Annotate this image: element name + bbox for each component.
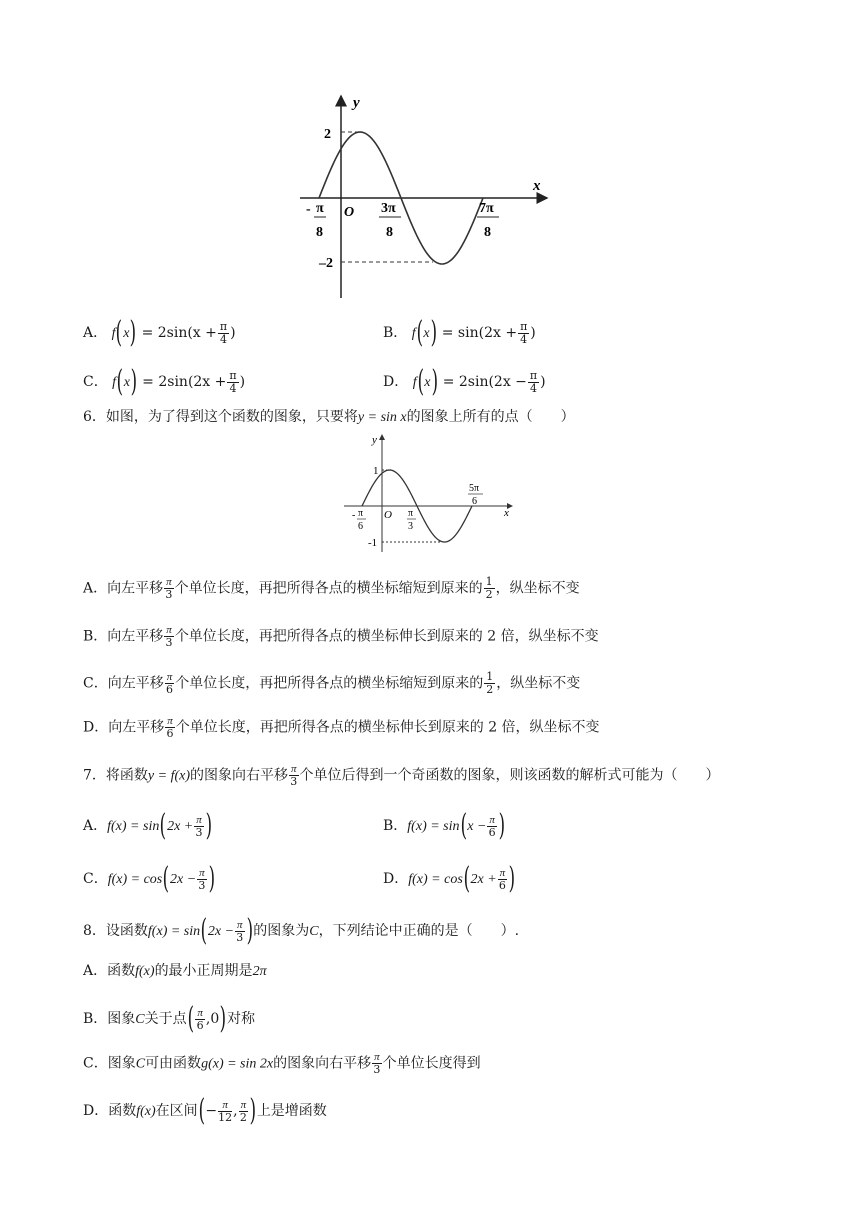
svg-text:6: 6: [472, 496, 477, 507]
q5-option-a[interactable]: A． f(x) = 2sin(x + $\frac{\pi}{4}$ ): [83, 315, 236, 350]
tick-1-sign: -: [306, 202, 311, 217]
svg-text:π: π: [358, 508, 364, 519]
q6-option-b[interactable]: B．向左平移 $\frac{\pi}{3}$ 个单位长度，再把所得各点的横坐标伸长到原来的 2 倍，纵坐标不变: [83, 624, 599, 649]
y-max-label: 2: [324, 127, 331, 142]
q6-option-a[interactable]: A．向左平移 $\frac{\pi}{3}$ 个单位长度，再把所得各点的横坐标缩短到原来的 $\frac{1}{2}$ ，纵坐标不变: [83, 575, 580, 601]
tick-2-den: 8: [386, 225, 393, 240]
q8-stem: 8．设函数f(x) = sin(2x − $\frac{\pi}{3}$ )的图象为C，下列结论中正确的是（ ）.: [83, 913, 520, 948]
q7-option-c[interactable]: C．f(x) = cos(2x − $\frac{\pi}{3}$ ): [83, 861, 215, 896]
q8-option-c[interactable]: C．图象C可由函数g(x) = sin 2x的图象向右平移 $\frac{\pi}{3}$ 个单位长度得到: [83, 1051, 481, 1076]
q7-option-b[interactable]: B．f(x) = sin(x − $\frac{\pi}{6}$ ): [383, 808, 506, 843]
tick-1-den: 8: [316, 225, 323, 240]
svg-text:5π: 5π: [469, 483, 480, 494]
tick-3-num: 7π: [479, 201, 494, 216]
svg-text:-: -: [352, 510, 356, 521]
q7-option-d[interactable]: D．f(x) = cos(2x + $\frac{\pi}{6}$ ): [383, 861, 516, 896]
q6-stem: 6．如图，为了得到这个函数的图象，只要将y = sin x的图象上所有的点（ ）: [83, 409, 575, 425]
q5-option-d[interactable]: D． f(x) = 2sin(2x − $\frac{\pi}{4}$ ): [383, 364, 546, 399]
y-axis-label: y: [372, 434, 377, 446]
y-max-label: 1: [373, 465, 379, 477]
sine-graph-q6: [340, 432, 520, 554]
tick-3-den: 8: [484, 225, 491, 240]
y-min-label: -1: [368, 537, 378, 549]
svg-text:6: 6: [358, 521, 363, 532]
q8-option-b[interactable]: B．图象C关于点( $\frac{\pi}{6}$ ,0)对称: [83, 1001, 255, 1036]
q8-option-a[interactable]: A．函数f(x)的最小正周期是2π: [83, 963, 267, 979]
q6-option-c[interactable]: C．向左平移 $\frac{\pi}{6}$ 个单位长度，再把所得各点的横坐标缩短到原来的 $\frac{1}{2}$ ，纵坐标不变: [83, 670, 581, 696]
q5-option-b[interactable]: B． f(x) = sin(2x + $\frac{\pi}{4}$ ): [383, 315, 536, 350]
svg-text:3: 3: [408, 521, 413, 532]
q7-stem: 7．将函数y = f(x)的图象向右平移 $\frac{\pi}{3}$ 个单位后得到一个奇函数的图象，则该函数的解析式可能为（ ）: [83, 763, 720, 788]
y-axis-label: y: [353, 95, 360, 111]
y-min-label: –2: [319, 256, 333, 271]
origin-label: O: [384, 509, 392, 521]
svg-text:π: π: [408, 508, 414, 519]
q6-option-d[interactable]: D．向左平移 $\frac{\pi}{6}$ 个单位长度，再把所得各点的横坐标伸长到原来的 2 倍，纵坐标不变: [83, 715, 600, 740]
q7-option-a[interactable]: A．f(x) = sin(2x + $\frac{\pi}{3}$ ): [83, 808, 212, 843]
sine-graph-q5: [295, 90, 560, 305]
tick-2-num: 3π: [381, 201, 396, 216]
origin-label: O: [344, 205, 355, 220]
tick-1-num: π: [316, 201, 324, 216]
q5-option-c[interactable]: C． f(x) = 2sin(2x + $\frac{\pi}{4}$ ): [83, 364, 246, 399]
x-axis-label: x: [533, 178, 541, 194]
q8-option-d[interactable]: D．函数f(x)在区间(− $\frac{\pi}{12}$ , $\frac{\pi}{2}$ )上是增函数: [83, 1093, 327, 1128]
x-axis-label: x: [504, 507, 509, 519]
